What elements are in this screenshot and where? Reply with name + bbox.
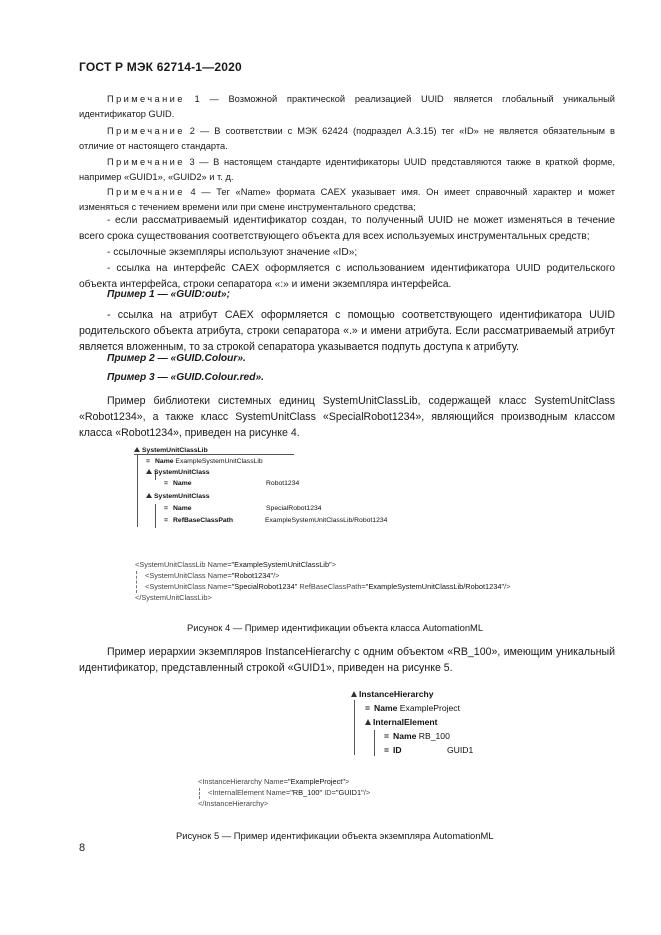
tree-attr-value: GUID1 <box>447 745 474 755</box>
tree-attr-row[interactable]: = Name ExampleSystemUnitClassLib <box>146 458 263 465</box>
note-text: 2 — В соответствии с МЭК 62424 (подраздел А.3.15) тег «ID» не является обязательным в отличие от настоящего стандарта. <box>79 126 615 151</box>
note-label: Примечание <box>107 187 185 197</box>
note-label: Примечание <box>107 126 185 136</box>
note-label: Примечание <box>107 94 185 104</box>
tree-connector <box>374 730 375 756</box>
example-1: Пример 1 — «GUID:out»; <box>107 289 230 300</box>
note-label: Примечание <box>107 157 185 167</box>
document-header: ГОСТ Р МЭК 62714-1—2020 <box>79 60 242 74</box>
xml-line: </SystemUnitClassLib> <box>135 593 212 602</box>
attribute-icon: = <box>384 745 390 755</box>
tree-attr-row[interactable]: = Name ExampleProject <box>365 703 460 713</box>
attribute-icon: = <box>384 731 390 741</box>
note-3 <box>79 155 615 185</box>
note-text: 4 — Тег «Name» формата CAEX указывает имя. Он имеет справочный характер и может изменяться с течением времени или при смене инструментального средства; <box>79 187 615 212</box>
tree-attr-row[interactable]: = RefBaseClassPath <box>164 517 234 524</box>
xml-line: <InternalElement Name="RB_100" ID="GUID1"/> <box>208 788 371 797</box>
xml-indent-guide <box>199 788 200 799</box>
xml-indent-guide <box>136 571 137 593</box>
tree-attr-value: Robot1234 <box>266 480 300 487</box>
tree-attr-row[interactable]: = ID <box>384 745 402 755</box>
tree-attr-row[interactable]: = Name RB_100 <box>384 731 450 741</box>
figure4-tree <box>134 445 404 530</box>
example-3: Пример 3 — «GUID.Colour.red». <box>107 372 264 383</box>
figure4-xml <box>135 560 575 608</box>
xml-line: <InstanceHierarchy Name="ExampleProject"> <box>198 777 350 786</box>
tree-node-element[interactable]: InternalElement <box>365 716 437 729</box>
tree-connector <box>354 700 355 755</box>
attribute-icon: = <box>365 703 371 713</box>
list-item: - ссылочные экземпляры используют значение «ID»; <box>107 247 358 258</box>
paragraph-library: Пример библиотеки системных единиц SystemUnitClassLib, содержащей класс SystemUnitClass «Robot1234», а также класс SystemUnitClass «SpecialRobot1234», являющийся производным классом класса «Robot1234», приведен на рисунке 4. <box>79 395 615 439</box>
tree-connector <box>137 455 138 527</box>
note-2 <box>79 124 615 154</box>
note-1 <box>79 92 615 122</box>
figure5-caption: Рисунок 5 — Пример идентификации объекта экземпляра AutomationML <box>176 830 494 841</box>
tree-attr-value: SpecialRobot1234 <box>266 505 322 512</box>
list-item: - ссылка на интерфейс CAEX оформляется с использованием идентификатора UUID родительского объекта интерфейса, строки сепаратора «:» и имени экземпляра интерфейса. <box>79 263 615 290</box>
page-number: 8 <box>79 842 86 854</box>
tree-attr-value: ExampleSystemUnitClassLib/Robot1234 <box>265 517 388 524</box>
attribute-icon: = <box>164 505 168 512</box>
attribute-icon: = <box>146 458 150 465</box>
tree-attr-row[interactable]: = Name <box>164 480 192 487</box>
xml-line: <SystemUnitClass Name="Robot1234"/> <box>145 571 280 580</box>
expand-triangle-icon[interactable] <box>146 469 152 474</box>
tree-node-root[interactable]: SystemUnitClassLib <box>134 445 208 456</box>
expand-triangle-icon[interactable] <box>351 691 357 697</box>
expand-triangle-icon[interactable] <box>146 493 152 498</box>
list-item: - если рассматриваемый идентификатор создан, то полученный UUID не может изменяться в течение всего срока существования соответствующего объекта для всех используемых инструментальных средств; <box>79 215 615 242</box>
tree-node-class[interactable]: SystemUnitClass <box>146 491 210 502</box>
expand-triangle-icon[interactable] <box>365 719 371 725</box>
figure5-tree <box>351 688 501 758</box>
tree-attr-row[interactable]: = Name <box>164 505 192 512</box>
tree-node-root[interactable]: InstanceHierarchy <box>351 688 434 701</box>
note-4 <box>79 185 615 215</box>
expand-triangle-icon[interactable] <box>134 447 140 452</box>
example-2: Пример 2 — «GUID.Colour». <box>107 353 246 364</box>
xml-line: </InstanceHierarchy> <box>198 799 269 808</box>
attribute-icon: = <box>164 480 168 487</box>
attribute-icon: = <box>164 517 168 524</box>
note-text: 1 — Возможной практической реализацией UUID является глобальный уникальный идентификатор GUID. <box>79 94 615 119</box>
xml-line: <SystemUnitClassLib Name="ExampleSystemUnitClassLib"> <box>135 560 337 569</box>
tree-node-class[interactable]: SystemUnitClass <box>146 467 210 478</box>
paragraph-hierarchy: Пример иерархии экземпляров InstanceHierarchy с одним объектом «RB_100», имеющим уникальный идентификатор, представленный строкой «GUID1», приведен на рисунке 5. <box>79 646 615 674</box>
paragraph-attribute: - ссылка на атрибут CAEX оформляется с помощью соответствующего идентификатора UUID родительского объекта атрибута, строки сепаратора «.» и имени атрибута. Если рассматриваемый атрибут является вложенным, то за строкой сепаратора указывается подпуть доступа к атрибуту. <box>79 309 615 353</box>
xml-line: <SystemUnitClass Name="SpecialRobot1234" RefBaseClassPath="ExampleSystemUnitClassLib/Robot1234"/> <box>145 582 511 591</box>
figure4-caption: Рисунок 4 — Пример идентификации объекта класса AutomationML <box>187 622 484 633</box>
note-text: 3 — В настоящем стандарте идентификаторы UUID представляются также в краткой форме, например «GUID1», «GUID2» и т. д. <box>79 157 615 182</box>
tree-connector <box>155 504 156 528</box>
figure5-xml <box>198 777 458 813</box>
